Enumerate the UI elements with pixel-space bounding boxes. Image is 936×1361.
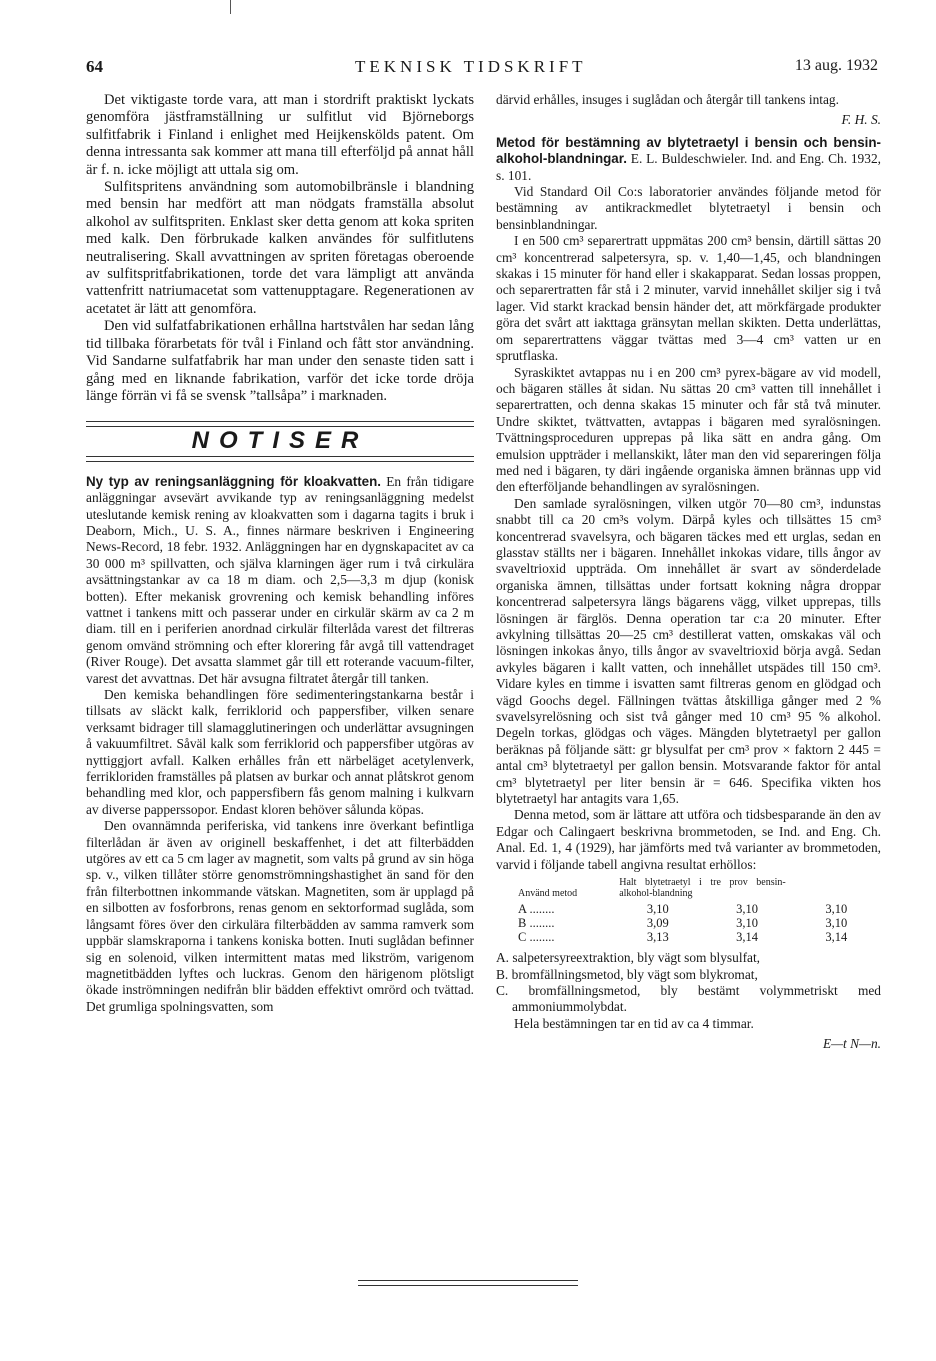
article-paragraph: Den samlade syralösningen, vilken utgör 70—80 cm³, indunstas snabbt till ca 20 cm³s volym. Därpå kyles och tillsättes 15 cm³ koncentrerad svavelsyra, och bägaren täckes med ett urglas, sedan en glasstav ställts ner i bägaren. Innehållet inkokas vidare, tills ångor av svaveltrioxid uppträda. Om innehållet är svart av sönderdelade organiska ämnen, tillsättas under fortsatt kokning några droppar koncentrerad salpetersyra längs bägarens vägg, vilket upprepas, tills lösningen är färglös. Denna operation tar c:a 20 minuter. Efter avkylning tillsättas 20—25 cm³ destillerat vatten, omskakas väl och lösningen inkokas ånyo, tills ångor av svaveltrioxid börja avgå. Sedan avkyles bägaren i kallt vatten, och innehållet utspädes till 150 cm³. Vidare kyles en timme i isvatten samt filtreras genom en glödgad och vägd Goochs degel. Fällningen tvättas åtskilliga gånger med 2 % svavelsyrelösning och sist två gånger med 10 cm³ 95 % alkohol. Degeln torkas, glödgas och väges. Mängden blytetraetyl per gallon beräknas på följande sätt: gr blysulfat per cm³ prov × faktorn 2 445 = antal cm³ blytetraetyl per gallon bensin. Motsvarande faktor för antal cm³ blytetraetyl per liter bensin är = 646. Specifika vikten hos blytetraetyl har antagits vara 1,65. [496, 495, 881, 807]
article-continuation: därvid erhålles, insuges i suglådan och återgår till tankens intag. [496, 92, 839, 107]
article-first-paragraph: En från tidigare anläggningar avsevärt avvikande typ av reningsanläggning medelst uteslutande kemisk rening av kloakvatten som i dagarna tagits i bruk i Deaborn, Mich., U. S. A., finnes närmare beskriven i Engineering News-Record, 18 febr. 1932. Anläggningen har en dygnskapacitet av ca 30 000 m³ spillvatten, och själva klarningen äger rum i två cirkulära avsättningstankar av ca 18 m diam. och 2,5—3,3 m djup (konisk botten). Efter mekanisk grovrening och kemisk behandling införes vattnet i tankens mitt och passerar under en cirkulär skärm av ca 2 m diam. till en i periferien anordnad cirkulär filterlåda varest det filtreras genom omvänd strömning och efter klorering får avgå till vattendraget (River Rouge). Det avsatta slammet går till ett roterande vacuum-filter, varest det avvattnas. Det här avsugna filtratet återgår till tanken. [86, 473, 474, 686]
article-paragraph: I en 500 cm³ separertratt uppmätas 200 cm³ bensin, därtill sättas 20 cm³ koncentrerad salpetersyra, sp. v. 1,40—1,45, och blandningen skakas i 15 minuter för hand eller i skakapparat. Sedan lossas proppen, och separertratten får stå i 2 minuter, varvid innehållet skiljer sig i två lager. Vid starkt krackad bensin händer det, att mörkfärgade produkter göra det svårt att iakttaga gränsytan mellan skikten. Detta underlättas, om separertrattens väggar tvättas med 3—4 cm³ vatten ur en sprutflaska. [496, 233, 881, 364]
leader-dots: ........ [529, 902, 555, 917]
table-cell: 3,10 [736, 902, 759, 917]
results-table [512, 877, 881, 944]
table-cell: 3,10 [736, 916, 759, 931]
top-tick-mark [230, 0, 231, 14]
section-title: NOTISER [191, 427, 369, 455]
end-divider [358, 1280, 578, 1286]
method-label: B [518, 916, 527, 931]
page-number: 64 [86, 57, 103, 76]
legend-item: B. bromfällningsmetod, bly vägt som blykromat, [496, 966, 758, 982]
table-cell [512, 916, 613, 930]
intro-section [86, 92, 474, 405]
method-label: C [518, 930, 527, 945]
table-cell [512, 902, 613, 916]
journal-title: TEKNISK TIDSKRIFT [355, 57, 587, 76]
table-cell: 3,09 [646, 916, 669, 931]
method-label: A [518, 902, 527, 917]
article-paragraph: Den kemiska behandlingen före sedimenteringstankarna består i tillsats av släckt kalk, ferriklorid och pappersfiber, vilken senare verksamt bidrager till slamagglutineringen och underlättar avsugningen å vakuumfiltret. Såväl kalk som ferriklorid och pappersfiber utgöras av nyttiggjort avfall. Kalken erhålles från ett närbeläget acetylenverk, ferrikloriden framställes på platsen av burkar och annat plåtskrot genom behandling med klor, och pappersfibern fås genom malning i kulkvarn av diverse papperssopor. Endast kloren behöver sålunda köpas. [86, 687, 474, 817]
table-cell: 3,14 [736, 930, 759, 945]
leader-dots: ........ [529, 916, 555, 931]
article-paragraph: Denna metod, som är lättare att utföra och tidsbesparande än den av Edgar och Calingaert beskrivna brommetoden, se Ind. and Eng. Ch. Anal. Ed. 1, 4 (1929), har jämförts med två varianter av brommetoden, varvid i följande tabell angivna resultat erhöllos: [496, 807, 881, 872]
table-header-row [512, 877, 881, 902]
table-header: Använd metod [518, 888, 578, 900]
article-title: Metod för bestämning av blytetraetyl i bensin och bensin-alkohol-blandningar. [496, 134, 881, 167]
article-citation: E. L. Buldeschwieler. Ind. and Eng. Ch. 1932, s. 101. [496, 151, 881, 183]
table-cell: 3,10 [825, 902, 848, 917]
table-cell: 3,10 [646, 902, 669, 917]
article-paragraph: Syraskiktet avtappas nu i en 200 cm³ pyrex-bägare av vid modell, och bägaren ställes åt sidan. Nu sättas 20 cm³ vatten till innehållet i separertratten, och denna skakas 15 minuter och får stå två minuter. Undre skiktet, tvättvatten, avtappas i bägaren med syralösningen. Tvättningsproceduren upprepas på lika sätt en andra gång. Om emulsion uppträder i mellanskikt, låter man den vid separeringen följa med ned i bägaren, ty däri ingående organiska ämnen brännas upp vid den efterföljande behandlingen av syralösningen. [496, 364, 881, 495]
intro-paragraph: Det viktigaste torde vara, att man i stordrift praktiskt lyckats genomföra jästframställning ur sulfitlut vid Björneborgs sulfitfabrik i Finland i enlighet med Heijkenskölds patent. Om denna intressanta sak kommer att mana till efterföljd på annat håll är f. n. icke möjligt att uttala sig om. [86, 92, 474, 178]
running-header [0, 57, 936, 81]
legend-item: A. salpetersyreextraktion, bly vägt som blysulfat, [496, 950, 761, 966]
leader-dots: ........ [529, 930, 555, 945]
table-header: Halt blytetraetyl i tre prov bensin-alkohol-blandning [619, 877, 786, 900]
table-cell: 3,10 [825, 916, 848, 931]
notiser-heading [86, 421, 474, 461]
closing-paragraph: Hela bestämningen tar en tid av ca 4 timmar. [514, 1015, 754, 1031]
article-paragraph: Den ovannämnda periferiska, vid tankens inre överkant befintliga filterlådan är även av originell beskaffenhet, i det att filterbädden utgöres av ett ca 5 cm lager av magnetit, som valts på grund av sin höga sp. v., vilken tillåter större genomströmningshastighet än sand för den från filterbottnen inkommande vätskan. Magnetiten, som är upplagd på en silbotten av fosforbrons, renas genom en sektorformad suglåda, som långsamt föres över den cirkulära filterbädden av samma ramverk som uppbär slamskraporna i tankens koniska botten. Inuti suglådan befinner sig en solenoid, vilken intermittent matas med likström, varigenom magnetitbädden lyftes och luckras. Genom den härigenom plötsligt ökade inströmningen nedifrån blir bädden effektivt omrörd och tvättad. Det grumliga spolningsvatten, som [86, 818, 474, 1014]
issue-date: 13 aug. 1932 [794, 57, 878, 74]
table-cell: 3,13 [646, 930, 669, 945]
article-signature: E—t N—n. [822, 1036, 881, 1052]
table-cell: 3,14 [825, 930, 848, 945]
table-row [512, 916, 881, 930]
article-paragraph: Vid Standard Oil Co:s laboratorier användes följande metod för bestämning av antikrackmedlet blytetraetyl i bensin och bensinblandningar. [496, 184, 881, 232]
intro-paragraph: Sulfitspritens användning som automobilbränsle i blandning med bensin har medfört att man nödgats framställa absolut alkohol av sulfitspriten. Enklast sker detta genom att koka spriten med kalk. Den förbrukade kalken användes för sulfitlutens neutralisering. Skall avvattningen av spriten företagas oberoende av sulfitspritfabrikationen, torde det vara lämpligt att använda vattenfritt natriumacetat som vattenupptagare. Regenerationen av acetatet är lätt att genomföra. [86, 179, 474, 317]
right-column [496, 92, 881, 1059]
table-row [512, 930, 881, 944]
divider [86, 456, 474, 462]
left-column [86, 92, 474, 1015]
article-signature: F. H. S. [841, 112, 881, 128]
article-title: Ny typ av reningsanläggning för kloakvatten. [86, 473, 382, 489]
method-legend [496, 950, 881, 1016]
table-cell [512, 930, 613, 944]
intro-paragraph: Den vid sulfatfabrikationen erhållna hartstvålen har sedan lång tid tillbaka förarbetats för tvål i Finland och fått stor användning. Vid Sandarne sulfatfabrik har man under den senaste tiden satt i gång med en liknande fabrikation, varför det icke torde dröja länge förrän vi få se svensk ”tallsåpa” i marknaden. [86, 318, 474, 404]
table-row [512, 902, 881, 916]
legend-item: C. bromfällningsmetod, bly bestämt volymmetriskt med ammoniummolybdat. [496, 982, 881, 1015]
